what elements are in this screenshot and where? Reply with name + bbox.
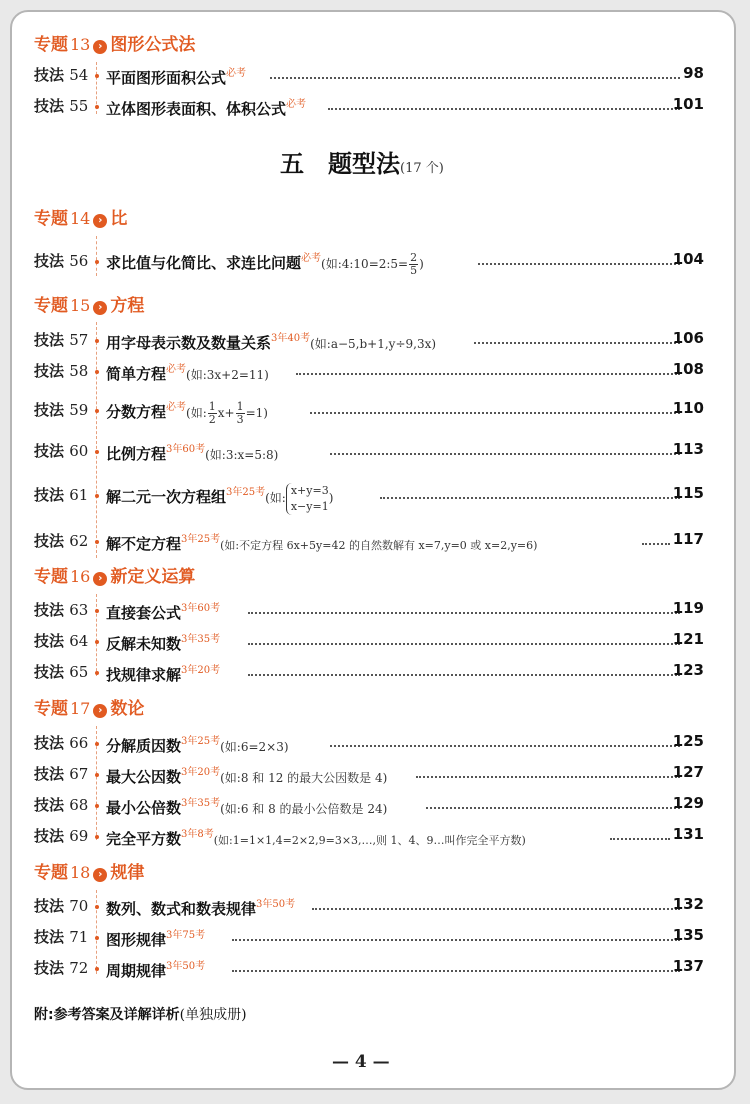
technique-68-title[interactable]: 最小公倍数$^{3年35考}$(如:6 和 8 的最小公倍数是 24) — [106, 798, 388, 817]
technique-60-label: 技法 60 — [34, 442, 89, 460]
dot-leader — [328, 108, 680, 110]
appendix-note: 附:参考答案及详解详析(单独成册) — [34, 1007, 247, 1023]
frequency-badge: 3年60考 — [166, 444, 206, 455]
technique-63-title[interactable]: 直接套公式$^{3年60考}$ — [106, 603, 221, 622]
technique-63-label: 技法 63 — [34, 601, 89, 619]
page-number: 121 — [672, 630, 704, 648]
technique-55-title[interactable]: 立体图形表面积、体积公式$^{必考}$ — [106, 99, 307, 118]
technique-70-title[interactable]: 数列、数式和数表规律$^{3年50考}$ — [106, 899, 296, 918]
topic-15-heading: 专题 15 › 方程 — [34, 296, 145, 316]
page-number: 104 — [672, 250, 704, 268]
page-number: 110 — [672, 399, 704, 417]
technique-55-label: 技法 55 — [34, 97, 89, 115]
technique-65-label: 技法 65 — [34, 663, 89, 681]
dot-leader — [610, 838, 670, 840]
dot-leader — [248, 674, 680, 676]
page-number: 98 — [683, 64, 704, 82]
frequency-badge: 3年35考 — [181, 798, 221, 809]
dot-leader — [478, 263, 680, 265]
example-text: (如: x+y=3 x−y=1 ) — [265, 483, 334, 513]
page-number: 113 — [672, 440, 704, 458]
technique-69-label: 技法 69 — [34, 827, 89, 845]
frequency-badge: 3年50考 — [256, 899, 296, 910]
technique-67-label: 技法 67 — [34, 765, 89, 783]
page-number: 108 — [672, 360, 704, 378]
page-number: 127 — [672, 763, 704, 781]
page-number: 115 — [672, 484, 704, 502]
technique-69-title[interactable]: 完全平方数$^{3年8考}$(如:1=1×1,4=2×2,9=3×3,…,则 1、4、9…叫作完全平方数) — [106, 829, 526, 848]
technique-72-title[interactable]: 周期规律$^{3年50考}$ — [106, 961, 206, 980]
technique-59-title[interactable]: 分数方程$^{必考}$(如: $\frac{1}{2}$ x+ $\frac{1}{3}$ =1) — [106, 400, 268, 426]
technique-68-label: 技法 68 — [34, 796, 89, 814]
dot-leader — [270, 77, 680, 79]
example-text: (如:6 和 8 的最小公倍数是 24) — [220, 802, 388, 816]
technique-72-label: 技法 72 — [34, 959, 89, 977]
technique-59-label: 技法 59 — [34, 401, 89, 419]
dot-leader — [416, 776, 680, 778]
technique-56-title[interactable]: 求比值与化简比、求连比问题$^{必考}$(如:4:10=2:5= $\frac{2}{5}$ ) — [106, 251, 424, 277]
technique-58-title[interactable]: 简单方程$^{必考}$(如:3x+2=11) — [106, 364, 269, 383]
technique-61-label: 技法 61 — [34, 486, 89, 504]
chevron-right-icon: › — [93, 704, 107, 718]
example-text: (如:4:10=2:5= $\frac{2}{5}$ ) — [321, 251, 424, 277]
example-text: (如:3:x=5:8) — [205, 448, 279, 462]
dot-leader — [474, 342, 680, 344]
technique-71-title[interactable]: 图形规律$^{3年75考}$ — [106, 930, 206, 949]
chevron-right-icon: › — [93, 40, 107, 54]
page-footer-number: — 4 — — [332, 1052, 390, 1072]
toc-page — [10, 10, 736, 1090]
frequency-badge: 3年25考 — [226, 487, 266, 498]
technique-54-label: 技法 54 — [34, 66, 89, 84]
frequency-badge: 3年75考 — [166, 930, 206, 941]
page-number: 106 — [672, 329, 704, 347]
frequency-badge: 必考 — [166, 402, 187, 413]
topic-14-heading: 专题 14 › 比 — [34, 209, 128, 229]
technique-64-label: 技法 64 — [34, 632, 89, 650]
page-number: 129 — [672, 794, 704, 812]
page-number: 137 — [672, 957, 704, 975]
dot-leader — [330, 453, 680, 455]
dot-leader — [232, 970, 680, 972]
frequency-badge: 必考 — [301, 253, 322, 264]
technique-57-label: 技法 57 — [34, 331, 89, 349]
page-number: 135 — [672, 926, 704, 944]
technique-64-title[interactable]: 反解未知数$^{3年35考}$ — [106, 634, 221, 653]
example-text: (如:6=2×3) — [220, 740, 289, 754]
frequency-badge: 3年60考 — [181, 603, 221, 614]
example-text: (如:3x+2=11) — [186, 368, 269, 382]
frequency-badge: 3年20考 — [181, 665, 221, 676]
chevron-right-icon: › — [93, 214, 107, 228]
chevron-right-icon: › — [93, 301, 107, 315]
frequency-badge: 3年8考 — [181, 829, 214, 840]
technique-71-label: 技法 71 — [34, 928, 89, 946]
technique-67-title[interactable]: 最大公因数$^{3年20考}$(如:8 和 12 的最大公因数是 4) — [106, 767, 388, 786]
page-number: 119 — [672, 599, 704, 617]
technique-61-title[interactable]: 解二元一次方程组$^{3年25考}$(如: x+y=3 x−y=1 ) — [106, 483, 334, 513]
page-number: 101 — [672, 95, 704, 113]
dot-leader — [232, 939, 680, 941]
frequency-badge: 3年25考 — [181, 736, 221, 747]
topic-16-heading: 专题 16 › 新定义运算 — [34, 567, 196, 587]
dot-leader — [380, 497, 680, 499]
frequency-badge: 3年25考 — [181, 534, 221, 545]
technique-56-label: 技法 56 — [34, 252, 89, 270]
page-number: 131 — [672, 825, 704, 843]
technique-66-title[interactable]: 分解质因数$^{3年25考}$(如:6=2×3) — [106, 736, 289, 755]
section-title: 五 题型法(17 个) — [280, 150, 444, 178]
technique-60-title[interactable]: 比例方程$^{3年60考}$(如:3:x=5:8) — [106, 444, 279, 463]
topic-17-heading: 专题 17 › 数论 — [34, 699, 145, 719]
example-text: (如: $\frac{1}{2}$ x+ $\frac{1}{3}$ =1) — [186, 400, 268, 426]
example-text: (如:1=1×1,4=2×2,9=3×3,…,则 1、4、9…叫作完全平方数) — [213, 834, 526, 847]
frequency-badge: 必考 — [166, 364, 187, 375]
dot-leader — [296, 373, 680, 375]
frequency-badge: 必考 — [286, 99, 307, 110]
topic-13-heading: 专题 13 › 图形公式法 — [34, 35, 196, 55]
example-text: (如:a−5,b+1,y÷9,3x) — [310, 337, 437, 351]
technique-70-label: 技法 70 — [34, 897, 89, 915]
dot-leader — [310, 412, 680, 414]
dot-leader — [426, 807, 680, 809]
frequency-badge: 3年20考 — [181, 767, 221, 778]
technique-62-label: 技法 62 — [34, 532, 89, 550]
example-text: (如:不定方程 6x+5y=42 的自然数解有 x=7,y=0 或 x=2,y=6) — [220, 539, 538, 552]
technique-66-label: 技法 66 — [34, 734, 89, 752]
dot-leader — [312, 908, 680, 910]
chevron-right-icon: › — [93, 572, 107, 586]
dot-leader — [248, 612, 680, 614]
page-number: 117 — [672, 530, 704, 548]
frequency-badge: 3年40考 — [271, 333, 311, 344]
frequency-badge: 必考 — [226, 68, 247, 79]
chevron-right-icon: › — [93, 868, 107, 882]
page-number: 132 — [672, 895, 704, 913]
example-text: (如:8 和 12 的最大公因数是 4) — [220, 771, 388, 785]
technique-54-title[interactable]: 平面图形面积公式$^{必考}$ — [106, 68, 247, 87]
technique-62-title[interactable]: 解不定方程$^{3年25考}$(如:不定方程 6x+5y=42 的自然数解有 x=7,y=0 或 x=2,y=6) — [106, 534, 538, 553]
page-number: 123 — [672, 661, 704, 679]
frequency-badge: 3年35考 — [181, 634, 221, 645]
frequency-badge: 3年50考 — [166, 961, 206, 972]
dot-leader — [248, 643, 680, 645]
technique-57-title[interactable]: 用字母表示数及数量关系$^{3年40考}$(如:a−5,b+1,y÷9,3x) — [106, 333, 437, 352]
technique-65-title[interactable]: 找规律求解$^{3年20考}$ — [106, 665, 221, 684]
topic-18-heading: 专题 18 › 规律 — [34, 863, 145, 883]
dot-leader — [330, 745, 680, 747]
technique-58-label: 技法 58 — [34, 362, 89, 380]
page-number: 125 — [672, 732, 704, 750]
